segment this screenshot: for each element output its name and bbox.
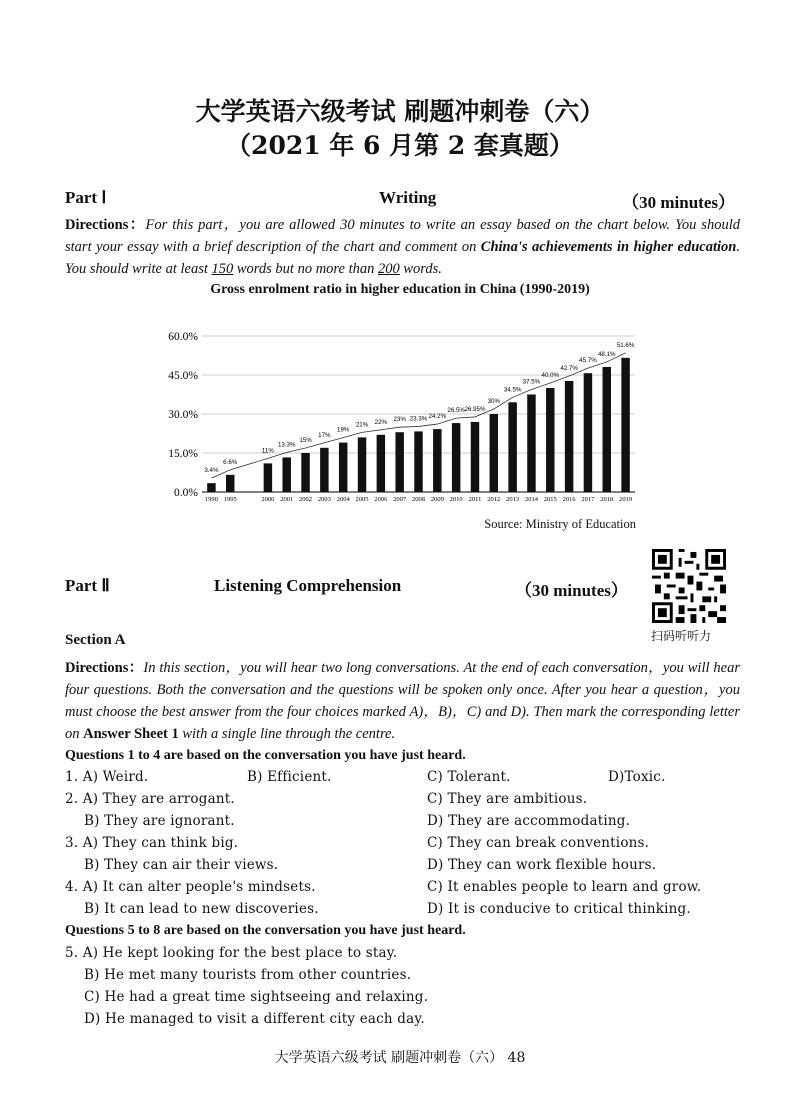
- part1-header: [65, 188, 735, 214]
- bar: [603, 367, 611, 492]
- page-footer: 大学英语六级考试 刷题冲刺卷（六） 48: [274, 1050, 526, 1066]
- bar: [414, 431, 422, 492]
- y-tick-label: 60.0%: [168, 331, 198, 343]
- x-tick-label: 2000: [261, 496, 275, 503]
- question-group-2-heading: Questions 5 to 8 are based on the conversation you have just heard.: [65, 923, 466, 938]
- q1-option-d[interactable]: D)Toxic.: [608, 769, 666, 785]
- bar: [339, 443, 347, 492]
- bar: [508, 402, 516, 492]
- directions-text-2: with a single line through the centre.: [178, 726, 396, 742]
- data-label: 6.6%: [223, 458, 238, 466]
- q3-option-d[interactable]: D) They can work flexible hours.: [427, 857, 657, 873]
- bar: [471, 422, 479, 492]
- part2-name: Listening Comprehension: [214, 576, 402, 595]
- x-tick-label: 2008: [412, 496, 425, 503]
- directions-text-3: words but no more than: [233, 261, 379, 277]
- part1-time: （30 minutes）: [622, 193, 735, 212]
- q1-option-b[interactable]: B) Efficient.: [247, 769, 332, 785]
- x-tick-label: 1990: [204, 496, 218, 503]
- directions-label: Directions：: [65, 660, 144, 676]
- data-label: 26.5%: [447, 407, 465, 415]
- data-label: 23.3%: [409, 415, 428, 423]
- answer-sheet-bold: Answer Sheet 1: [83, 726, 179, 742]
- data-label: 19%: [337, 426, 350, 434]
- directions-label: Directions：: [65, 217, 146, 233]
- x-tick-label: 2017: [581, 496, 595, 503]
- q1-option-c[interactable]: C) Tolerant.: [427, 769, 511, 785]
- qr-code-icon[interactable]: [652, 549, 726, 623]
- bar: [584, 373, 592, 492]
- part2-label: Part Ⅱ: [65, 576, 110, 595]
- x-tick-label: 2010: [449, 496, 463, 503]
- y-tick-label: 0.0%: [174, 487, 198, 499]
- x-tick-label: 2019: [619, 496, 633, 503]
- chart-title: Gross enrolment ratio in higher education in China (1990-2019): [210, 282, 590, 297]
- q3-option-c[interactable]: C) They can break conventions.: [427, 835, 650, 851]
- part1-name: Writing: [379, 188, 437, 207]
- bar: [377, 435, 385, 492]
- bar: [264, 463, 272, 492]
- data-label: 40.0%: [541, 372, 560, 379]
- q5-option-c[interactable]: C) He had a great time sightseeing and relaxing.: [84, 989, 429, 1005]
- directions-text-1: In this section，you will hear two long conversations. At the end of each conversation，you will hear four questions. Both the conversation and the questions will be spoken only once. After you hear a question，you must choose the best answer from the four choices marked A)，B)，C) and D). Then mark the corresponding letter on: [65, 660, 740, 742]
- data-label: 15%: [299, 437, 312, 444]
- part1-directions: [65, 214, 740, 280]
- q3-option-b[interactable]: B) They can air their views.: [84, 857, 279, 873]
- directions-bold: China's achievements in higher education: [480, 239, 737, 255]
- enrolment-bar-chart: [150, 318, 650, 508]
- data-label: 30%: [487, 398, 500, 405]
- q2-option-d[interactable]: D) They are accommodating.: [427, 813, 631, 829]
- data-label: 51.6%: [616, 341, 635, 349]
- page-title-line1: 大学英语六级考试 刷题冲刺卷（六）: [195, 97, 605, 126]
- x-tick-label: 2004: [336, 496, 350, 503]
- bar: [395, 432, 403, 492]
- q1-option-a[interactable]: 1. A) Weird.: [65, 769, 149, 785]
- x-tick-label: 2001: [280, 496, 294, 503]
- x-tick-label: 2016: [562, 496, 576, 503]
- data-label: 11%: [261, 447, 274, 455]
- q4-option-b[interactable]: B) It can lead to new discoveries.: [84, 901, 319, 917]
- q3-option-a[interactable]: 3. A) They can think big.: [65, 835, 239, 851]
- bar: [207, 483, 215, 492]
- data-label: 21%: [355, 421, 369, 429]
- x-tick-label: 1995: [223, 496, 237, 503]
- chart-source: Source: Ministry of Education: [484, 517, 636, 531]
- q5-option-b[interactable]: B) He met many tourists from other countries.: [84, 967, 412, 983]
- x-tick-label: 2014: [524, 496, 538, 503]
- q4-option-c[interactable]: C) It enables people to learn and grow.: [427, 879, 702, 895]
- page-title-line2: （2021 年 6 月第 2 套真题）: [226, 131, 574, 160]
- q5-option-a[interactable]: 5. A) He kept looking for the best place to stay.: [65, 945, 398, 961]
- bar: [621, 358, 629, 492]
- y-tick-label: 45.0%: [168, 370, 198, 382]
- x-tick-label: 2012: [487, 496, 501, 503]
- bar: [527, 395, 535, 493]
- qr-label: 扫码听听力: [651, 629, 712, 643]
- bar: [320, 448, 328, 492]
- data-label: 37.5%: [522, 378, 541, 386]
- bar: [282, 457, 290, 492]
- x-tick-label: 2018: [600, 496, 614, 503]
- data-label: 45.7%: [579, 357, 597, 365]
- part2-header: [65, 576, 735, 602]
- data-label: 13.3%: [277, 441, 296, 449]
- y-tick-label: 30.0%: [168, 409, 198, 421]
- data-label: 24.2%: [428, 413, 447, 421]
- q2-option-c[interactable]: C) They are ambitious.: [427, 791, 588, 807]
- bar: [226, 475, 234, 492]
- directions-text-2: . You should write at least: [65, 239, 740, 277]
- x-tick-label: 2006: [374, 496, 388, 503]
- q2-option-a[interactable]: 2. A) They are arrogant.: [65, 791, 235, 807]
- x-tick-label: 2009: [430, 496, 444, 503]
- q2-option-b[interactable]: B) They are ignorant.: [84, 813, 235, 829]
- bar: [452, 423, 460, 492]
- q5-option-d[interactable]: D) He managed to visit a different city each day.: [84, 1011, 425, 1027]
- question-group-1-heading: Questions 1 to 4 are based on the conversation you have just heard.: [65, 748, 466, 763]
- bar: [358, 437, 366, 492]
- part1-label: Part Ⅰ: [65, 188, 107, 207]
- part2-time: （30 minutes）: [515, 581, 628, 600]
- x-tick-label: 2005: [355, 496, 369, 503]
- data-label: 34.5%: [503, 386, 522, 394]
- bar: [301, 453, 309, 492]
- part2-directions: [65, 657, 740, 745]
- directions-text-4: words.: [399, 261, 442, 277]
- data-label: 42.7%: [560, 364, 578, 372]
- x-tick-label: 2007: [393, 496, 407, 503]
- y-tick-label: 15.0%: [168, 448, 198, 460]
- x-tick-label: 2015: [543, 496, 557, 503]
- data-label: 17%: [318, 431, 331, 439]
- bar: [490, 414, 498, 492]
- bar: [565, 381, 573, 492]
- data-label: 23%: [393, 416, 406, 424]
- data-label: 3.4%: [204, 467, 219, 475]
- x-tick-label: 2003: [317, 496, 331, 503]
- bar: [433, 429, 441, 492]
- max-words: 200: [378, 261, 400, 277]
- data-label: 48.1%: [597, 350, 616, 358]
- min-words: 150: [211, 261, 234, 277]
- x-tick-label: 2011: [468, 496, 482, 503]
- q4-option-d[interactable]: D) It is conducive to critical thinking.: [427, 901, 691, 917]
- bar: [546, 388, 554, 492]
- data-label: 22%: [374, 418, 388, 426]
- data-label: 26.95%: [464, 405, 486, 413]
- directions-text-1: For this part，you are allowed 30 minutes to write an essay based on the chart below. You should start your essay with a brief description of the chart and comment on: [65, 217, 740, 255]
- x-tick-label: 2013: [506, 496, 520, 503]
- section-a-heading: Section A: [65, 632, 126, 648]
- x-tick-label: 2002: [299, 496, 313, 503]
- q4-option-a[interactable]: 4. A) It can alter people's mindsets.: [65, 879, 316, 895]
